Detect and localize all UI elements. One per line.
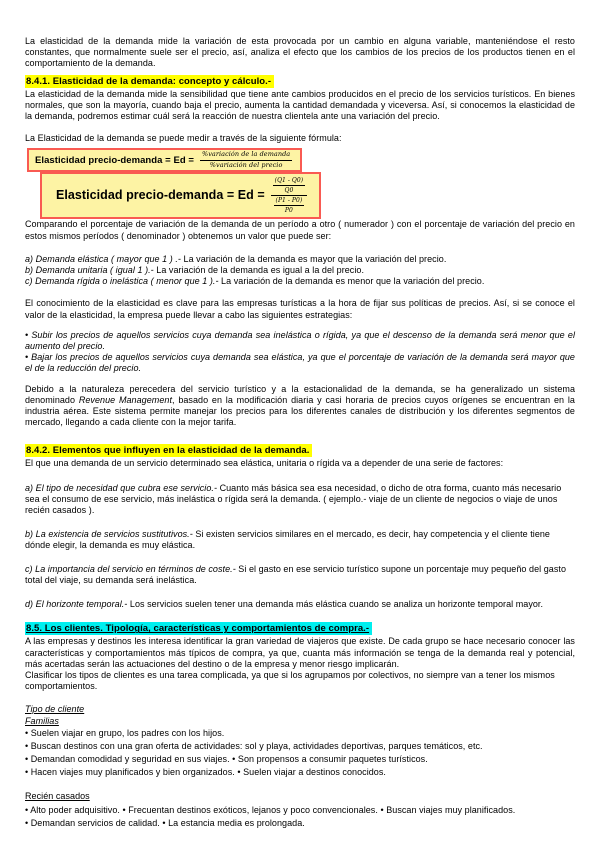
- formula-p-delta: (P1 - P0): [275, 197, 303, 205]
- familias-label: Familias: [25, 715, 59, 726]
- strategy-item: • Subir los precios de aquellos servicios cuya demanda sea inelástica o rígida, ya que el descenso de la demanda será menor que el aumento del precio.: [25, 329, 575, 352]
- recien-casados-bullet: • Alto poder adquisitivo. • Frecuentan destinos exóticos, lejanos y poco convencionales. • Buscan viajes muy planificados.: [25, 804, 516, 815]
- demand-type-item: [25, 254, 575, 265]
- formula-simple-denominator: %variación del precio: [209, 160, 283, 169]
- revenue-post: , basado en la modificación diaria y casi horaria de precios cuyos orígenes se encuentran en la industria aérea. Este sistema permite manejar los precios para los diferentes canales de distribución y los diferentes segmentos de mercado, llegando a cada cliente con la mejor tarifa.: [25, 394, 575, 428]
- formula-simple-label: Elasticidad precio-demanda = Ed =: [35, 154, 194, 166]
- demand-type-list: [25, 254, 575, 288]
- section-842-intro: El que una demanda de un servicio determinado sea elástica, unitaria o rígida va a depender de una serie de factores:: [25, 458, 504, 469]
- familias-bullet: • Suelen viajar en grupo, los padres con los hijos.: [25, 727, 225, 738]
- formula-detailed-numerator-fraction: [273, 177, 305, 194]
- factor-lead: b) La existencia de servicios sustitutivos.-: [25, 529, 193, 540]
- formula-simple-box: [27, 148, 302, 172]
- section-85-paragraph-1: A las empresas y destinos les interesa identificar la gran variedad de viajeros que existe. De cada grupo se hace necesario conocer las características y comportamientos más típicos de compra, ya que, cuanta más información se tenga de la demanda real y potencial, más acertadas serán las actuaciones del destino o de la empresa y menor riesgo implicarán.: [25, 636, 575, 669]
- formula-simple-fraction: [200, 151, 292, 169]
- recien-casados-bullet: • Demandan servicios de calidad. • La estancia media es prolongada.: [25, 817, 305, 828]
- factor-rest: Si el gasto en ese servicio turístico supone un porcentaje muy pequeño del gasto total del viaje, su demanda será inelástica.: [25, 563, 567, 585]
- factor-lead: c) La importancia del servicio en términos de coste.-: [25, 563, 236, 574]
- formula-q-delta: (Q1 - Q0): [274, 177, 304, 185]
- strategy-item: • Bajar los precios de aquellos servicios cuya demanda sea elástica, ya que el porcentaje de variación de la demanda será mayor que el de la reducción del precio.: [25, 352, 575, 374]
- revenue-pre: Debido a la naturaleza perecedera del servicio turístico y a la estacionalidad de la demanda, se ha generalizado un sistema denominado: [25, 383, 575, 405]
- familias-bullet: • Buscan destinos con una gran oferta de actividades: sol y playa, actividades deportivas, parques temáticos, etc.: [25, 740, 483, 751]
- factor-item: [25, 599, 575, 610]
- demand-type-item: [25, 276, 575, 287]
- comparando-paragraph: Comparando el porcentaje de variación de la demanda de un período a otro ( numerador ) con el porcentaje de variación del precio en estos mismos períodos ( denominador ) obtenemos un valor que puede ser:: [25, 219, 575, 241]
- section-85-heading-text: 8.5. Los clientes. Tipología, características y comportamientos de compra.-: [25, 622, 372, 635]
- factor-lead: a) El tipo de necesidad que cubra ese servicio.-: [25, 482, 218, 493]
- formula-detailed-box: [40, 172, 321, 219]
- formula-detailed-denominator-fraction: [274, 197, 305, 214]
- demand-type-lead: b) Demanda unitaria ( igual 1 ).-: [25, 265, 154, 276]
- formula-q-base: Q0: [284, 187, 294, 195]
- demand-type-rest: La variación de la demanda es menor que la variación del precio.: [218, 276, 485, 287]
- familias-bullet-list: [25, 727, 575, 779]
- factor-lead: d) El horizonte temporal.-: [25, 599, 128, 610]
- formula-simple-numerator: %variación de la demanda: [200, 151, 292, 161]
- recien-casados-label: Recién casados: [25, 790, 90, 801]
- factor-item: [25, 483, 575, 517]
- factor-rest: Los servicios suelen tener una demanda más elástica cuando se analiza un horizonte temporal mayor.: [127, 599, 544, 610]
- factor-item: [25, 529, 575, 551]
- formula-intro: La Elasticidad de la demanda se puede medir a través de la siguiente fórmula:: [25, 133, 342, 144]
- factor-rest: Cuanto más básica sea esa necesidad, o dicho de otra forma, cuanto más necesario sea el consumo de ese servicio, más inelástica o rígida será la demanda. ( ejemplo.- viaje de un cliente de negocios o viaje de unos recién casados ).: [25, 482, 562, 516]
- intro-paragraph: La elasticidad de la demanda mide la variación de esta provocada por un cambio en alguna variable, manteniéndose el resto constantes, que normalmente suele ser el precio, así, analiza el efecto que los cambios de los precios de los productos tienen en el comportamiento de la demanda.: [25, 36, 575, 69]
- revenue-paragraph: [25, 384, 575, 429]
- demand-type-lead: a) Demanda elástica ( mayor que 1 ) .-: [25, 253, 181, 264]
- factor-item: [25, 564, 575, 586]
- section-841-heading-text: 8.4.1. Elasticidad de la demanda: concepto y cálculo.-: [25, 75, 274, 88]
- familias-bullet: • Demandan comodidad y seguridad en sus viajes. • Son propensos a consumir paquetes turísticos.: [25, 753, 428, 764]
- section-842-heading-text: 8.4.2. Elementos que influyen en la elasticidad de la demanda.: [25, 444, 312, 457]
- formula-detailed-denominator: [274, 196, 305, 214]
- demand-type-rest: La variación de la demanda es igual a la del precio.: [153, 265, 365, 276]
- section-841-heading: [25, 76, 575, 88]
- recien-casados-bullet-list: [25, 804, 575, 830]
- familias-bullet: • Hacen viajes muy planificados y bien organizados. • Suelen viajar a destinos conocidos.: [25, 766, 386, 777]
- formula-detailed-label: Elasticidad precio-demanda = Ed =: [56, 188, 265, 203]
- formula-simple-row: [25, 148, 575, 172]
- section-85-heading: [25, 623, 575, 635]
- formula-detailed-fraction: [271, 177, 307, 214]
- revenue-term: Revenue Management: [78, 394, 172, 405]
- demand-type-item: [25, 265, 575, 276]
- formula-detailed-numerator: [271, 177, 307, 196]
- conocimiento-paragraph: El conocimiento de la elasticidad es clave para las empresas turísticas a la hora de fijar sus políticas de precios. Así, si se conoce el valor de la elasticidad, la empresa puede llevar a cabo las siguientes estrategias:: [25, 298, 575, 320]
- formula-detailed-row: [25, 172, 575, 219]
- section-85-paragraph-2: Clasificar los tipos de clientes es una tarea complicada, ya que si los agrupamos por colectivos, no siempre van a tener los mismos comportamientos.: [25, 669, 555, 692]
- client-type-label: Tipo de cliente: [25, 704, 85, 715]
- section-842-heading: [25, 445, 575, 457]
- factor-rest: Si existen servicios similares en el mercado, es decir, hay competencia y el cliente tiene dónde elegir, la demanda es muy elástica.: [25, 529, 550, 551]
- section-841-body: La elasticidad de la demanda mide la sensibilidad que tiene ante cambios producidos en el precio de los servicios turísticos. En bienes normales, que son la mayoría, cuando baja el precio, aumenta la cantidad demandada y viceversa. Así, si conocemos la elasticidad de la demanda, podremos estimar cuál será la reacción de nuestra clientela ante una variación del precio.: [25, 88, 575, 122]
- strategies-list: [25, 330, 575, 375]
- formula-p-base: P0: [284, 207, 293, 215]
- demand-type-rest: La variación de la demanda es mayor que la variación del precio.: [180, 253, 447, 264]
- demand-type-lead: c) Demanda rígida o inelástica ( menor que 1 ).-: [25, 276, 219, 287]
